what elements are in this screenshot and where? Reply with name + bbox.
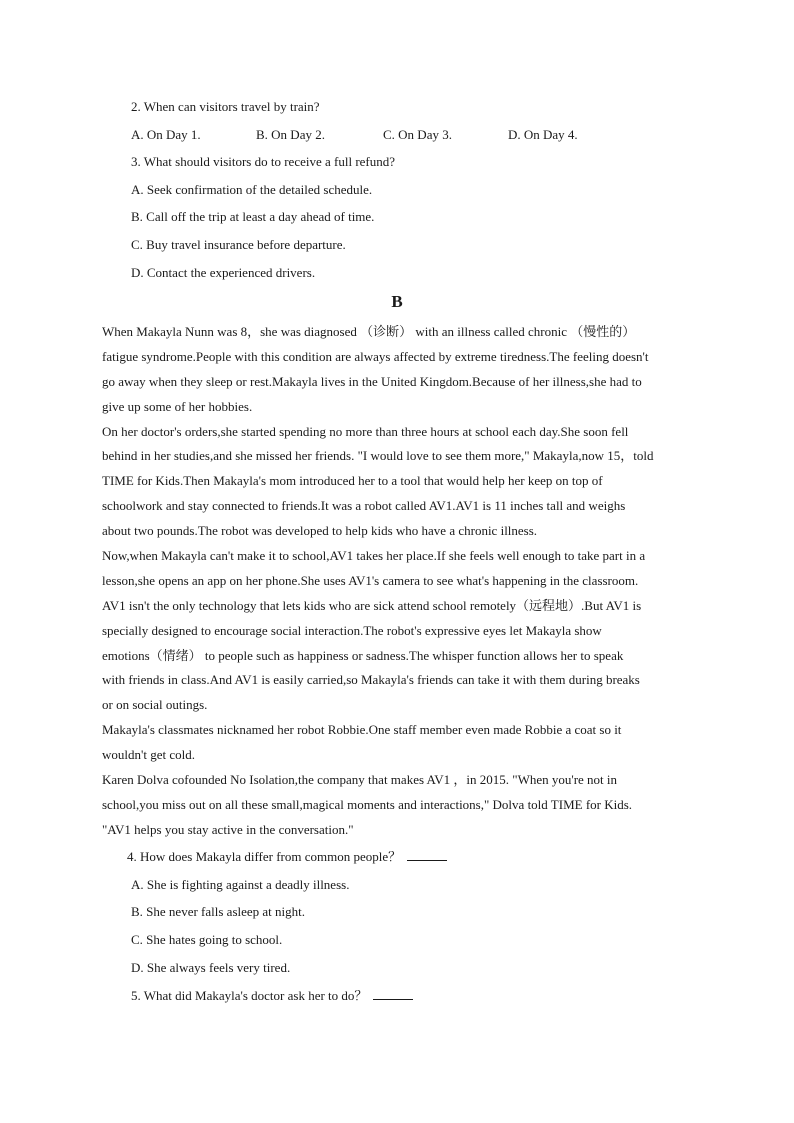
passage-line: specially designed to encourage social interaction.The robot's expressive eyes let Makayla show (102, 622, 602, 638)
section-title: B (391, 292, 403, 311)
passage-line: On her doctor's orders,she started spending no more than three hours at school each day.She soon fell (102, 423, 629, 439)
option-a: A. Seek confirmation of the detailed schedule. (131, 182, 373, 197)
passage-line: Karen Dolva cofounded No Isolation,the company that makes AV1 ，in 2015. "When you're not in (102, 772, 618, 788)
question-4-text: 4. How does Makayla differ from common people？ (127, 849, 402, 864)
option-a: A. On Day 1. (131, 127, 201, 142)
passage-line: go away when they sleep or rest.Makayla lives in the United Kingdom.Because of her illness,she had to (102, 373, 642, 389)
option-c: C. On Day 3. (383, 127, 452, 142)
question-4 (127, 848, 447, 865)
passage-line: AV1 isn't the only technology that lets kids who are sick attend school remotely（远程地）.But AV1 is (102, 597, 642, 613)
passage-line: give up some of her hobbies. (102, 398, 253, 414)
passage-line: schoolwork and stay connected to friends.It was a robot called AV1.AV1 is 11 inches tall and weighs (102, 498, 626, 514)
passage-line: wouldn't get cold. (102, 747, 195, 763)
question-3-text: 3. What should visitors do to receive a full refund? (131, 154, 396, 169)
answer-blank[interactable] (407, 848, 447, 861)
question-5-text: 5. What did Makayla's doctor ask her to do？ (131, 988, 368, 1003)
passage-line: with friends in class.And AV1 is easily carried,so Makayla's friends can take it with them during breaks (102, 672, 640, 688)
passage-line: school,you miss out on all these small,magical moments and interactions," Dolva told TIME for Kids. (102, 796, 633, 812)
passage-line: "AV1 helps you stay active in the conversation." (102, 821, 354, 837)
option-d: D. She always feels very tired. (131, 960, 291, 975)
answer-blank[interactable] (373, 987, 413, 1000)
passage-line: fatigue syndrome.People with this condition are always affected by extreme tiredness.The feeling doesn't (102, 348, 649, 364)
question-2-text: 2. When can visitors travel by train? (131, 99, 320, 114)
passage-line: or on social outings. (102, 697, 208, 713)
passage-line: When Makayla Nunn was 8，she was diagnosed （诊断） with an illness called chronic （慢性的） (102, 324, 636, 339)
option-a: A. She is fighting against a deadly illness. (131, 877, 350, 892)
passage-line: behind in her studies,and she missed her friends. "I would love to see them more," Makayla,now 15，told (102, 448, 654, 464)
passage-line: about two pounds.The robot was developed to help kids who have a chronic illness. (102, 523, 538, 539)
passage-line: Now,when Makayla can't make it to school,AV1 takes her place.If she feels well enough to take part in a (102, 548, 646, 564)
option-c: C. Buy travel insurance before departure. (131, 237, 346, 252)
passage-line: emotions（情绪） to people such as happiness or sadness.The whisper function allows her to speak (102, 647, 624, 663)
option-c: C. She hates going to school. (131, 932, 283, 947)
passage-line: lesson,she opens an app on her phone.She uses AV1's camera to see what's happening in the classroom. (102, 572, 639, 588)
option-b: B. On Day 2. (256, 127, 325, 142)
passage-line: TIME for Kids.Then Makayla's mom introduced her to a tool that would help her keep on top of (102, 473, 603, 489)
reading-passage (102, 320, 698, 843)
option-d: D. Contact the experienced drivers. (131, 265, 316, 280)
passage-line: Makayla's classmates nicknamed her robot Robbie.One staff member even made Robbie a coat so it (102, 722, 622, 738)
option-b: B. Call off the trip at least a day ahead of time. (131, 209, 375, 224)
question-5 (131, 987, 413, 1004)
option-b: B. She never falls asleep at night. (131, 904, 306, 919)
option-d: D. On Day 4. (508, 127, 578, 142)
